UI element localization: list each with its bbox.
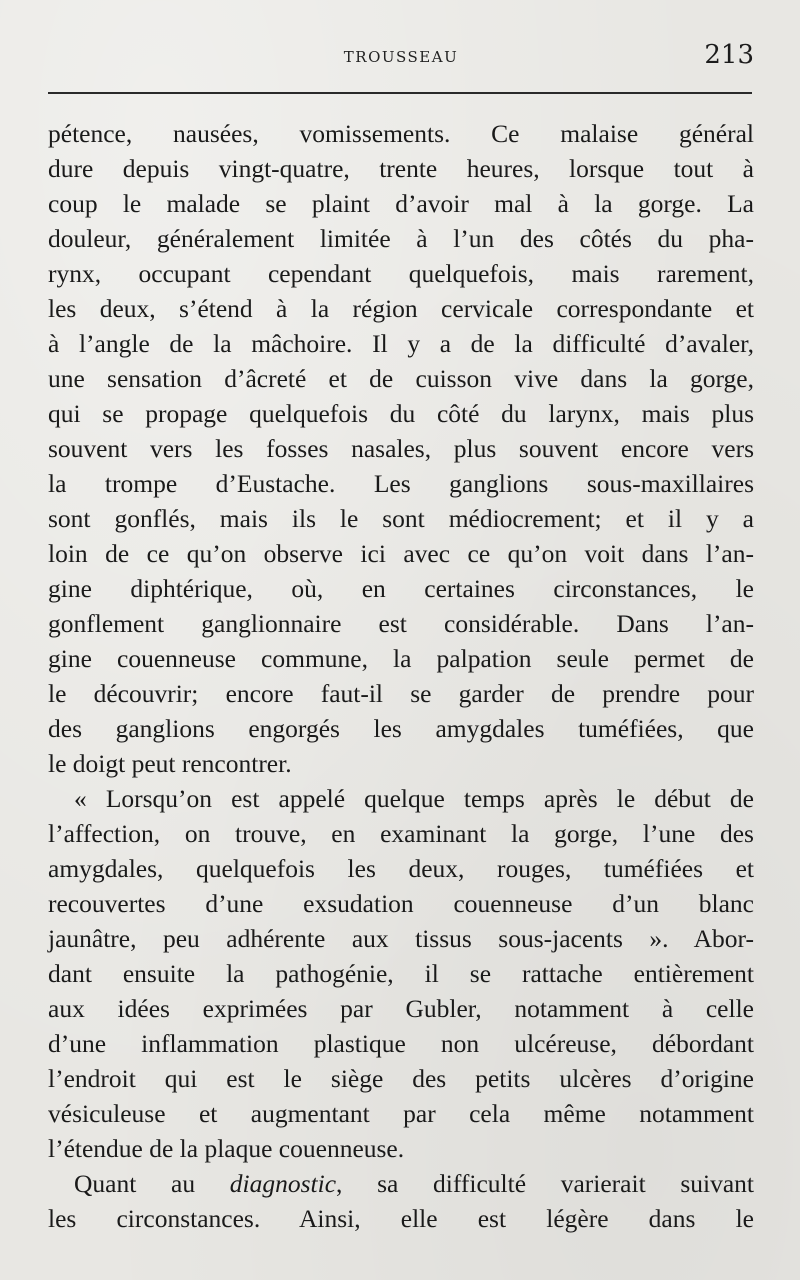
text-line: « Lorsqu’on est appelé quelque temps après le début de <box>74 784 754 813</box>
text-line: le découvrir; encore faut-il se garder de prendre pour <box>48 679 754 708</box>
running-title: TROUSSEAU <box>343 48 459 66</box>
header-rule <box>48 92 752 94</box>
text-run: Quant au <box>74 1169 230 1198</box>
text-line: jaunâtre, peu adhérente aux tissus sous-jacents ». Abor- <box>48 924 754 953</box>
text-line: amygdales, quelquefois les deux, rouges, tuméfiées et <box>48 854 754 883</box>
text-line: l’affection, on trouve, en examinant la gorge, l’une des <box>48 819 754 848</box>
text-line: aux idées exprimées par Gubler, notamment à celle <box>48 994 754 1023</box>
text-line: coup le malade se plaint d’avoir mal à la gorge. La <box>48 189 754 218</box>
text-run: , sa difficulté varierait suivant <box>336 1169 755 1198</box>
text-line: les circonstances. Ainsi, elle est légère dans le <box>48 1204 754 1233</box>
text-line: une sensation d’âcreté et de cuisson vive dans la gorge, <box>48 364 754 393</box>
text-line: l’endroit qui est le siège des petits ulcères d’origine <box>48 1064 754 1093</box>
text-line: à l’angle de la mâchoire. Il y a de la difficulté d’avaler, <box>48 329 754 358</box>
italic-term: diagnostic <box>229 1169 337 1198</box>
text-line: le doigt peut rencontrer. <box>48 749 292 778</box>
text-line: dure depuis vingt-quatre, trente heures, lorsque tout à <box>48 154 754 183</box>
text-line: recouvertes d’une exsudation couenneuse d’un blanc <box>48 889 754 918</box>
text-line: gine couenneuse commune, la palpation seule permet de <box>48 644 754 673</box>
text-line: qui se propage quelquefois du côté du larynx, mais plus <box>48 399 754 428</box>
text-line: pétence, nausées, vomissements. Ce malaise général <box>48 119 754 148</box>
text-line <box>48 1166 754 1201</box>
text-line: les deux, s’étend à la région cervicale correspondante et <box>48 294 754 323</box>
text-line: vésiculeuse et augmentant par cela même notamment <box>48 1099 754 1128</box>
body-text <box>48 116 754 1236</box>
text-line: gonflement ganglionnaire est considérable. Dans l’an- <box>48 609 754 638</box>
text-line: la trompe d’Eustache. Les ganglions sous-maxillaires <box>48 469 754 498</box>
text-line: souvent vers les fosses nasales, plus souvent encore vers <box>48 434 754 463</box>
text-line: gine diphtérique, où, en certaines circonstances, le <box>48 574 754 603</box>
page-number: 213 <box>704 40 754 70</box>
text-line: rynx, occupant cependant quelquefois, mais rarement, <box>48 259 754 288</box>
text-line: dant ensuite la pathogénie, il se rattache entièrement <box>48 959 754 988</box>
text-line: des ganglions engorgés les amygdales tuméfiées, que <box>48 714 754 743</box>
text-line: loin de ce qu’on observe ici avec ce qu’on voit dans l’an- <box>48 539 754 568</box>
text-line: douleur, généralement limitée à l’un des côtés du pha- <box>48 224 754 253</box>
running-header <box>48 40 754 74</box>
text-line: d’une inflammation plastique non ulcéreuse, débordant <box>48 1029 754 1058</box>
text-line: sont gonflés, mais ils le sont médiocrement; et il y a <box>48 504 754 533</box>
text-line: l’étendue de la plaque couenneuse. <box>48 1134 405 1163</box>
